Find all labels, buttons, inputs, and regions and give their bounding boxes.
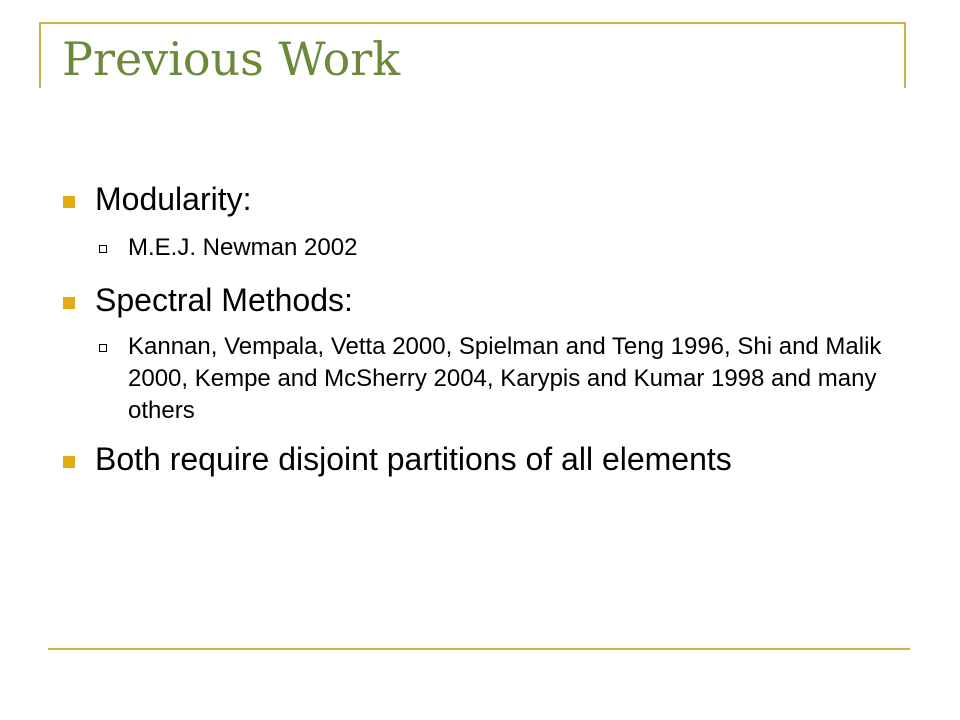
bullet-text: Spectral Methods: [95, 282, 353, 318]
square-bullet-icon [63, 297, 75, 309]
square-bullet-icon [63, 456, 75, 468]
sub-bullet-text: M.E.J. Newman 2002 [128, 234, 358, 261]
frame-right-line [904, 22, 906, 88]
bullet-disjoint-partitions [62, 440, 882, 478]
bullet-modularity [62, 180, 882, 218]
hollow-square-bullet-icon [99, 245, 107, 253]
frame-top-line [40, 22, 906, 24]
frame-bottom-line [48, 648, 910, 650]
slide-title: Previous Work [62, 32, 401, 86]
sub-bullet-newman [62, 232, 882, 264]
sub-bullet-text: Kannan, Vempala, Vetta 2000, Spielman and Teng 1996, Shi and Malik 2000, Kempe and McSherry 2004, Karypis and Kumar 1998 and many others [128, 333, 882, 424]
square-bullet-icon [63, 196, 75, 208]
hollow-square-bullet-icon [99, 344, 107, 352]
bullet-text: Both require disjoint partitions of all elements [95, 441, 732, 477]
sub-bullet-references [62, 331, 882, 427]
bullet-text: Modularity: [95, 181, 252, 217]
bullet-spectral-methods [62, 281, 882, 319]
frame-left-line [39, 22, 41, 88]
slide-body [62, 180, 882, 478]
